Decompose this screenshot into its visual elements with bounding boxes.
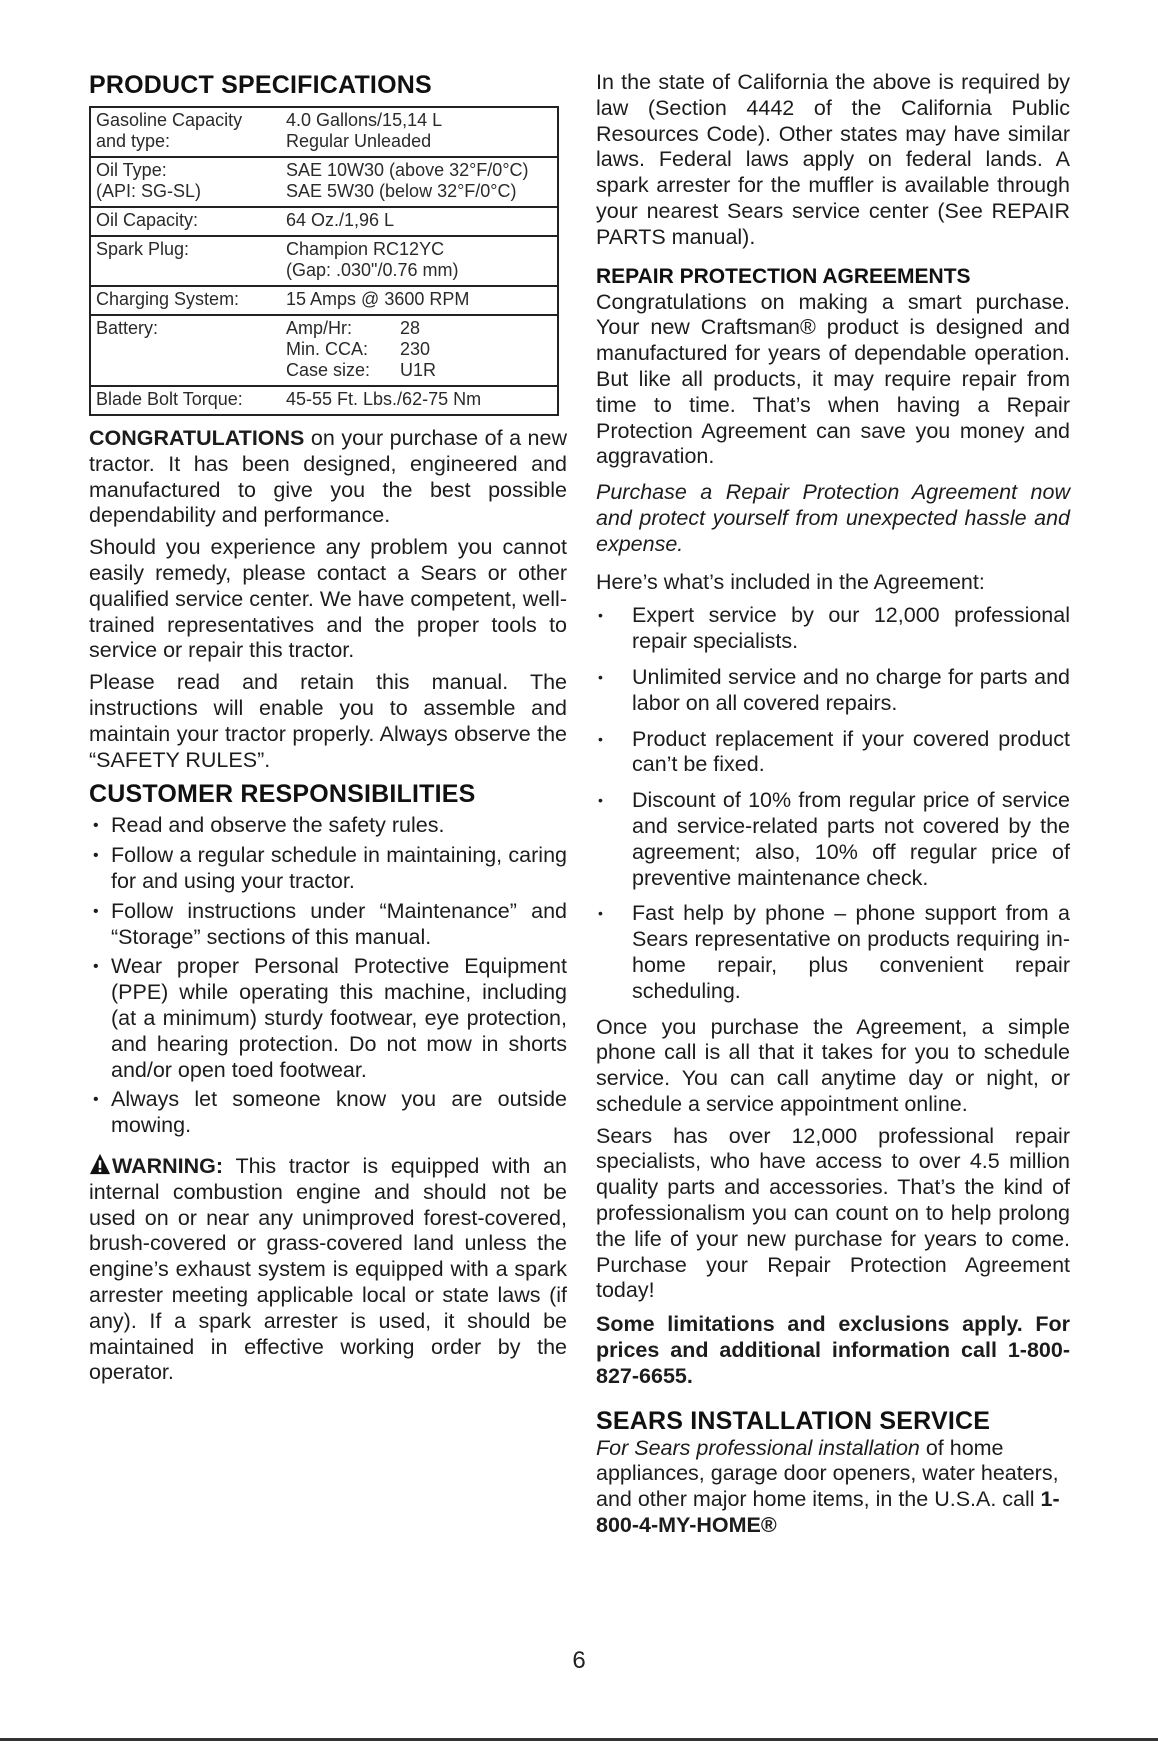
responsibility-item: • Always let someone know you are outside mowing. [89, 1087, 567, 1139]
congratulations-text: on your purchase of a new tractor. It has been designed, engineered and manufactured to give you the best possible dependability and performance. [89, 426, 567, 528]
bottom-rule [0, 1738, 1158, 1741]
spec-label-line: (API: SG-SL) [96, 181, 202, 201]
spec-value-line: 4.0 Gallons/15,14 L [286, 110, 443, 130]
responsibilities-list [89, 813, 567, 1139]
included-item: • Expert service by our 12,000 professional repair specialists. [596, 603, 1070, 655]
spec-label [90, 386, 282, 415]
spec-label-line: and type: [96, 131, 171, 151]
spec-value-line: 64 Oz./1,96 L [286, 210, 395, 230]
battery-value: 230 [400, 339, 431, 359]
spec-label-line: Charging System: [96, 289, 240, 309]
spec-label [90, 157, 282, 207]
spec-value [282, 107, 558, 157]
spec-row [90, 157, 558, 207]
problem-paragraph: Should you experience any problem you cannot easily remedy, please contact a Sears or other qualified service center. We have competent, well-trained representatives and the proper tools to service or repair this tractor. [89, 535, 567, 663]
spec-label-line: Oil Type: [96, 160, 167, 180]
spec-label-line: Battery: [96, 318, 159, 338]
rpa-intro-paragraph: Congratulations on making a smart purchase. Your new Craftsman® product is designed and manufactured for years of dependable operation. But like all products, it may require repair from time to time. That’s when having a Repair Protection Agreement can save you money and aggravation. [596, 289, 1070, 469]
warning-triangle-icon [89, 1153, 111, 1175]
spec-value-line: 45-55 Ft. Lbs./62-75 Nm [286, 389, 482, 409]
spec-table [89, 106, 559, 416]
left-column [89, 70, 567, 1386]
spec-value [282, 286, 558, 315]
installation-text: of home appliances, garage door openers, water heaters, and other major home items, in the U.S.A. call [596, 1435, 1059, 1512]
spec-value-line: Regular Unleaded [286, 131, 432, 151]
spec-value [282, 207, 558, 236]
product-specifications-heading: PRODUCT SPECIFICATIONS [89, 71, 432, 99]
spec-label [90, 315, 282, 386]
spec-label [90, 286, 282, 315]
limitations-paragraph: Some limitations and exclusions apply. For prices and additional information call 1-800-827-6655. [596, 1312, 1070, 1388]
once-paragraph: Once you purchase the Agreement, a simple phone call is all that it takes for you to schedule service. You can call anytime day or night, or schedule a service appointment online. [596, 1014, 1070, 1116]
spec-row [90, 236, 558, 286]
responsibility-item: • Follow a regular schedule in maintaining, caring for and using your tractor. [89, 843, 567, 895]
responsibility-item: • Read and observe the safety rules. [89, 813, 567, 839]
repair-protection-heading: REPAIR PROTECTION AGREEMENTS [596, 264, 971, 288]
california-paragraph: In the state of California the above is required by law (Section 4442 of the California Public Resources Code). Other states may have similar laws. Federal laws apply on federal lands. A spark arrester for the muffler is available through your nearest Sears service center (See REPAIR PARTS manual). [596, 70, 1070, 249]
page-number: 6 [572, 1647, 586, 1674]
spec-row [90, 386, 558, 415]
spec-label [90, 207, 282, 236]
spec-label-line: Spark Plug: [96, 239, 190, 259]
spec-label [90, 236, 282, 286]
warning-text: This tractor is equipped with an internal combustion engine and should not be used on or near any unimproved forest-covered, brush-covered or grass-covered land unless the engine’s exhaust system is equipped with a spark arrester meeting applicable local or state laws (if any). If a spark arrester is used, it should be maintained in effective working order by the operator. [89, 1153, 567, 1385]
spec-value [282, 236, 558, 286]
spec-value-line: (Gap: .030"/0.76 mm) [286, 260, 459, 280]
sears-has-paragraph: Sears has over 12,000 professional repair specialists, who have access to over 4.5 million quality parts and accessories. That’s the kind of professionalism you can count on to help prolong the life of your new purchase for years to come. Purchase your Repair Protection Agreement today! [596, 1123, 1070, 1303]
included-item: • Fast help by phone – phone support from a Sears representative on products requiring in-home repair, plus convenient repair scheduling. [596, 901, 1070, 1004]
spec-label [90, 107, 282, 157]
responsibility-item: • Wear proper Personal Protective Equipment (PPE) while operating this machine, including (at a minimum) sturdy footwear, eye protection, and hearing protection. Do not mow in shorts and/or open toed footwear. [89, 954, 567, 1083]
customer-responsibilities-heading: CUSTOMER RESPONSIBILITIES [89, 780, 476, 809]
read-manual-paragraph: Please read and retain this manual. The instructions will enable you to assemble and maintain your tractor properly. Always observe the “SAFETY RULES”. [89, 670, 567, 772]
spec-label-line: Oil Capacity: [96, 210, 199, 230]
spec-row [90, 315, 558, 386]
spec-value [282, 386, 558, 415]
spec-value [282, 315, 558, 386]
battery-value: 28 [400, 318, 421, 338]
spec-value-line: SAE 10W30 (above 32°F/0°C) [286, 160, 529, 180]
spec-value-line: SAE 5W30 (below 32°F/0°C) [286, 181, 517, 201]
spec-label-line: Blade Bolt Torque: [96, 389, 243, 409]
spec-row [90, 207, 558, 236]
installation-service-heading: SEARS INSTALLATION SERVICE [596, 1406, 991, 1435]
battery-label: Amp/Hr: [286, 318, 353, 338]
warning-label: WARNING: [112, 1153, 224, 1178]
congratulations-paragraph [89, 426, 567, 529]
right-column [596, 70, 1070, 1539]
installation-phone: 1-800-4-MY-HOME® [596, 1487, 1060, 1538]
spec-value [282, 157, 558, 207]
congratulations-lead: CONGRATULATIONS [89, 426, 305, 450]
spec-label-line: Gasoline Capacity [96, 110, 243, 130]
spec-row [90, 286, 558, 315]
included-item: • Unlimited service and no charge for parts and labor on all covered repairs. [596, 665, 1070, 717]
included-lead: Here’s what’s included in the Agreement: [596, 569, 985, 594]
battery-label: Min. CCA: [286, 339, 369, 359]
warning-paragraph [89, 1153, 567, 1386]
spec-value-line: Champion RC12YC [286, 239, 445, 259]
included-list [596, 603, 1070, 1004]
spec-row [90, 107, 558, 157]
included-item: • Discount of 10% from regular price of service and service-related parts not covered by the agreement; also, 10% off regular price of preventive maintenance check. [596, 788, 1070, 891]
battery-grid [286, 318, 553, 381]
battery-label: Case size: [286, 360, 371, 380]
spec-value-line: 15 Amps @ 3600 RPM [286, 289, 470, 309]
rpa-italic-paragraph: Purchase a Repair Protection Agreement now and protect yourself from unexpected hassle and expense. [596, 480, 1070, 556]
battery-value: U1R [400, 360, 437, 380]
installation-italic: For Sears professional installation [596, 1435, 920, 1460]
installation-paragraph [596, 1436, 1070, 1539]
responsibility-item: • Follow instructions under “Maintenance” and “Storage” sections of this manual. [89, 899, 567, 951]
included-item: • Product replacement if your covered product can’t be fixed. [596, 727, 1070, 779]
